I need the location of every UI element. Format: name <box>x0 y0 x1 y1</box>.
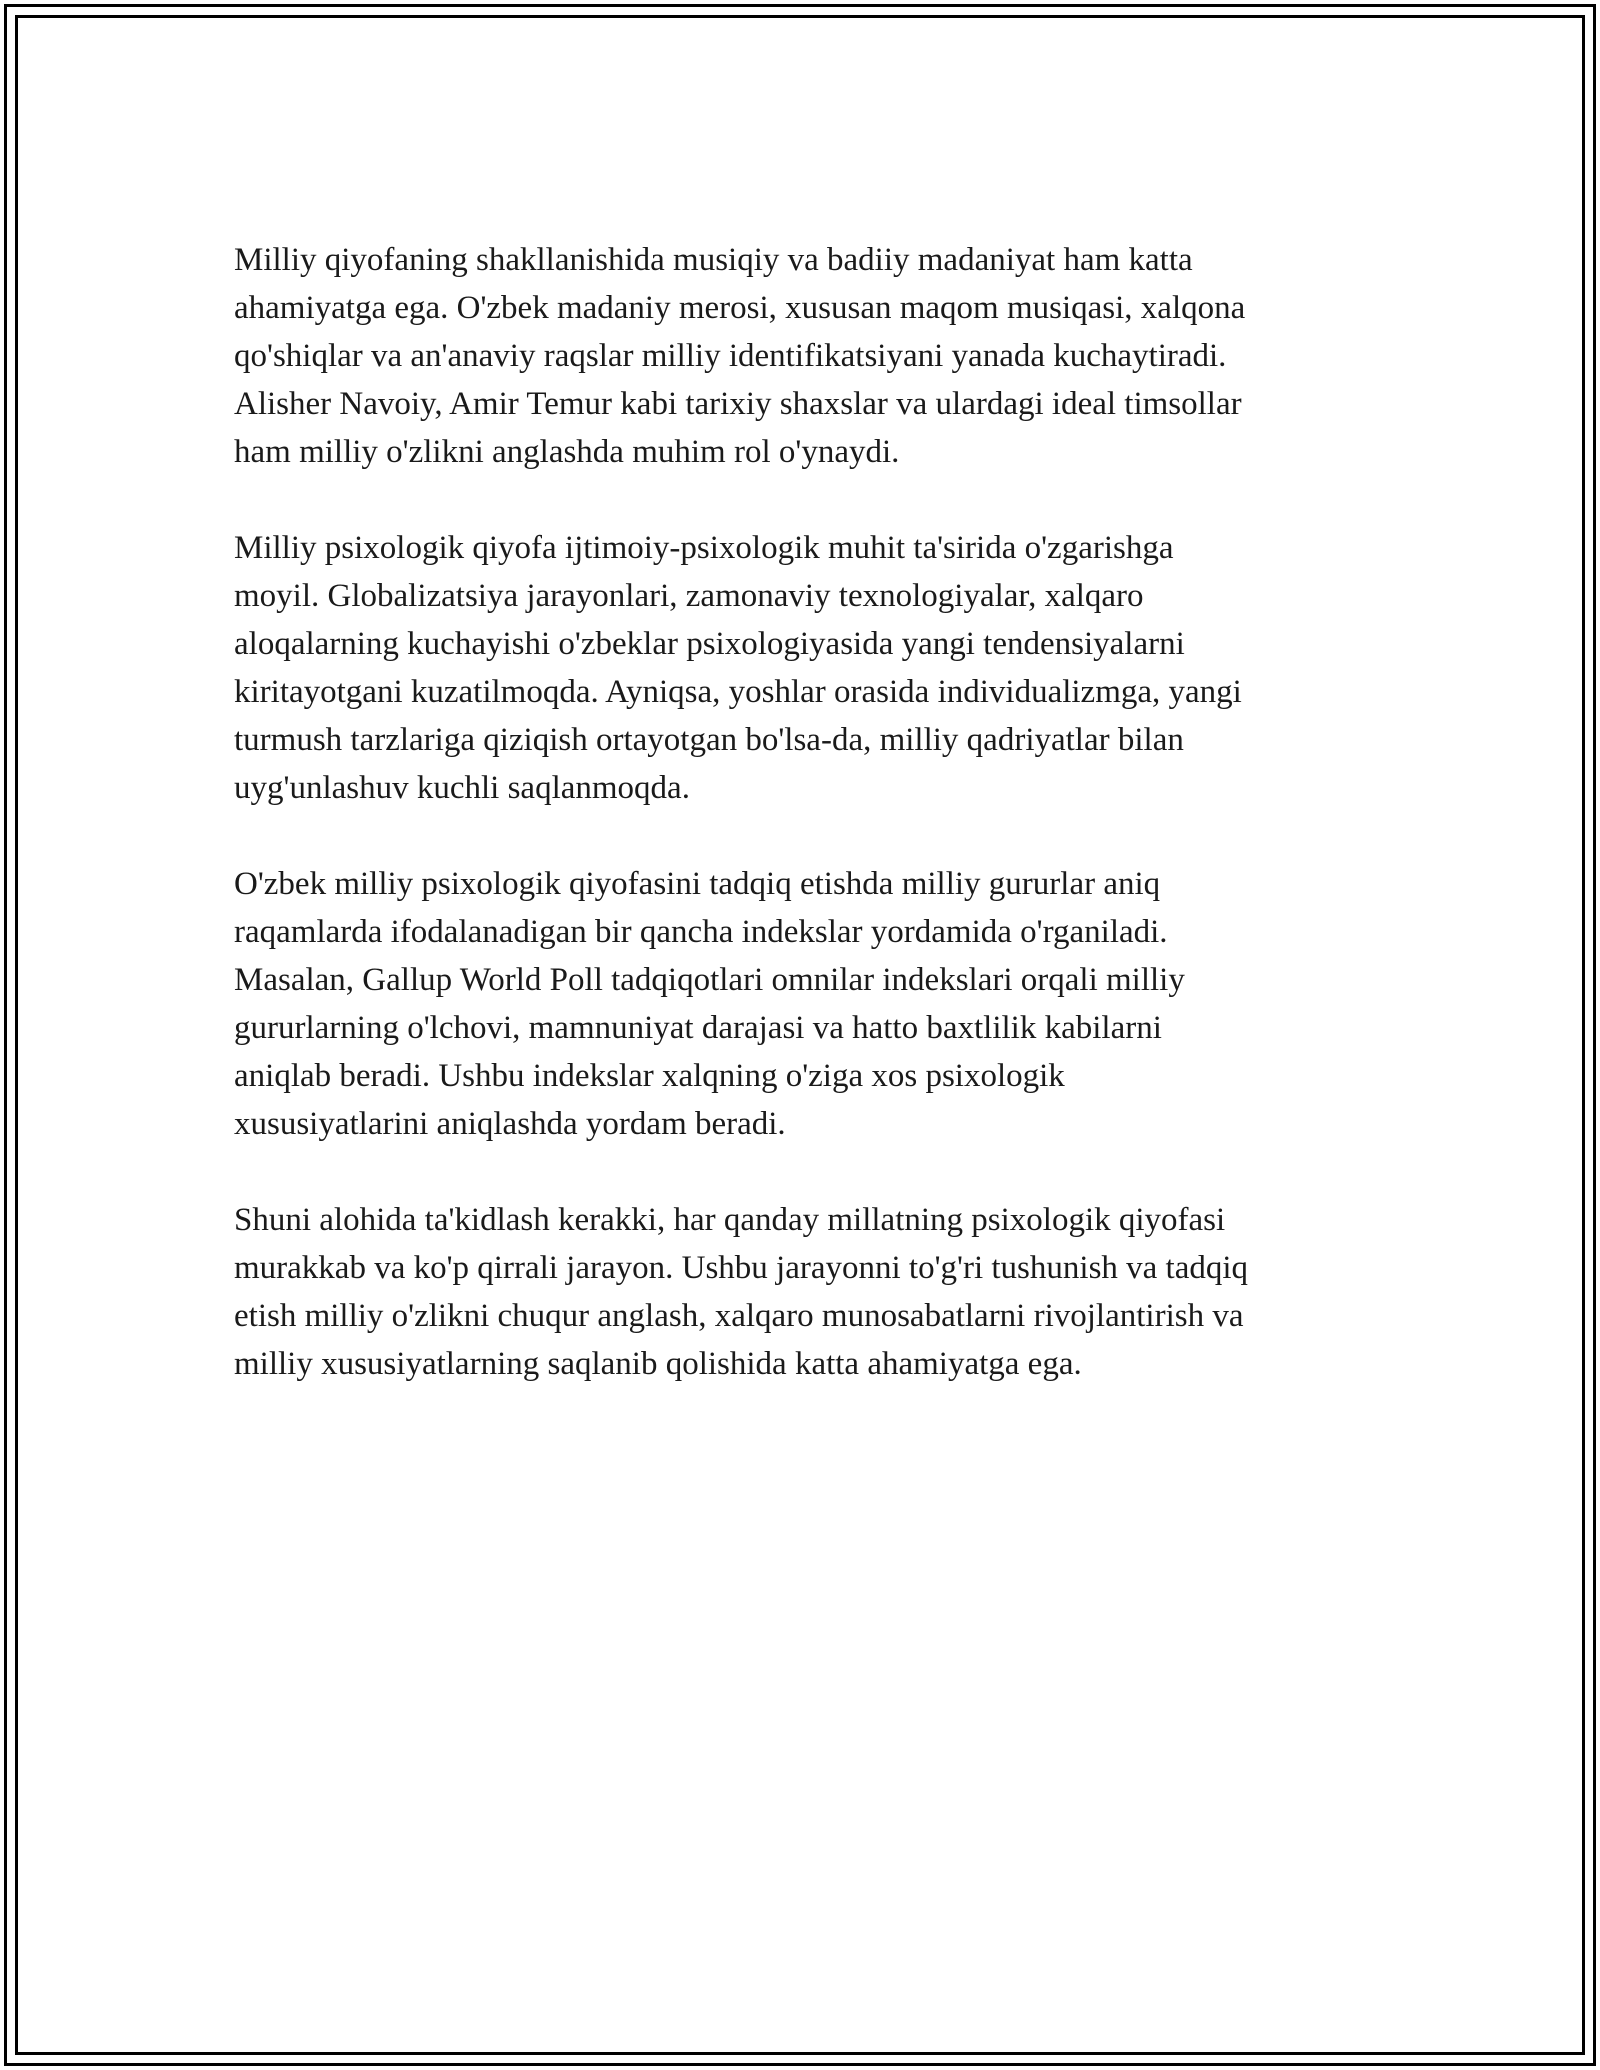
text-line: Shuni alohida ta'kidlash kerakki, har qanday millatning psixologik qiyofasi <box>234 1202 1226 1238</box>
text-line: turmush tarzlariga qiziqish ortayotgan bo'lsa-da, milliy qadriyatlar bilan <box>234 722 1184 758</box>
text-line: Masalan, Gallup World Poll tadqiqotlari omnilar indekslari orqali milliy <box>234 962 1185 998</box>
text-line: xususiyatlarini aniqlashda yordam beradi. <box>234 1106 786 1142</box>
text-line: etish milliy o'zlikni chuqur anglash, xalqaro munosabatlarni rivojlantirish va <box>234 1298 1244 1334</box>
text-line: aloqalarning kuchayishi o'zbeklar psixologiyasida yangi tendensiyalarni <box>234 626 1185 662</box>
text-line: kiritayotgani kuzatilmoqda. Ayniqsa, yoshlar orasida individualizmga, yangi <box>234 674 1242 710</box>
text-line: uyg'unlashuv kuchli saqlanmoqda. <box>234 770 690 806</box>
text-line: moyil. Globalizatsiya jarayonlari, zamonaviy texnologiyalar, xalqaro <box>234 578 1144 614</box>
paragraph-4 <box>234 1196 1384 1388</box>
document-body <box>234 236 1384 1436</box>
paragraph-3 <box>234 860 1384 1148</box>
paragraph-1 <box>234 236 1384 476</box>
text-line: Milliy qiyofaning shakllanishida musiqiy va badiiy madaniyat ham katta <box>234 242 1193 278</box>
text-line: ham milliy o'zlikni anglashda muhim rol o'ynaydi. <box>234 434 900 470</box>
text-line: Alisher Navoiy, Amir Temur kabi tarixiy shaxslar va ulardagi ideal timsollar <box>234 386 1242 422</box>
paragraph-2 <box>234 524 1384 812</box>
text-line: gururlarning o'lchovi, mamnuniyat darajasi va hatto baxtlilik kabilarni <box>234 1010 1162 1046</box>
text-line: ahamiyatga ega. O'zbek madaniy merosi, xususan maqom musiqasi, xalqona <box>234 290 1246 326</box>
text-line: aniqlab beradi. Ushbu indekslar xalqning o'ziga xos psixologik <box>234 1058 1065 1094</box>
text-line: O'zbek milliy psixologik qiyofasini tadqiq etishda milliy gururlar aniq <box>234 866 1161 902</box>
text-line: raqamlarda ifodalanadigan bir qancha indekslar yordamida o'rganiladi. <box>234 914 1168 950</box>
text-line: qo'shiqlar va an'anaviy raqslar milliy identifikatsiyani yanada kuchaytiradi. <box>234 338 1227 374</box>
text-line: Milliy psixologik qiyofa ijtimoiy-psixologik muhit ta'sirida o'zgarishga <box>234 530 1174 566</box>
text-line: milliy xususiyatlarning saqlanib qolishida katta ahamiyatga ega. <box>234 1346 1082 1382</box>
text-line: murakkab va ko'p qirrali jarayon. Ushbu jarayonni to'g'ri tushunish va tadqiq <box>234 1250 1249 1286</box>
